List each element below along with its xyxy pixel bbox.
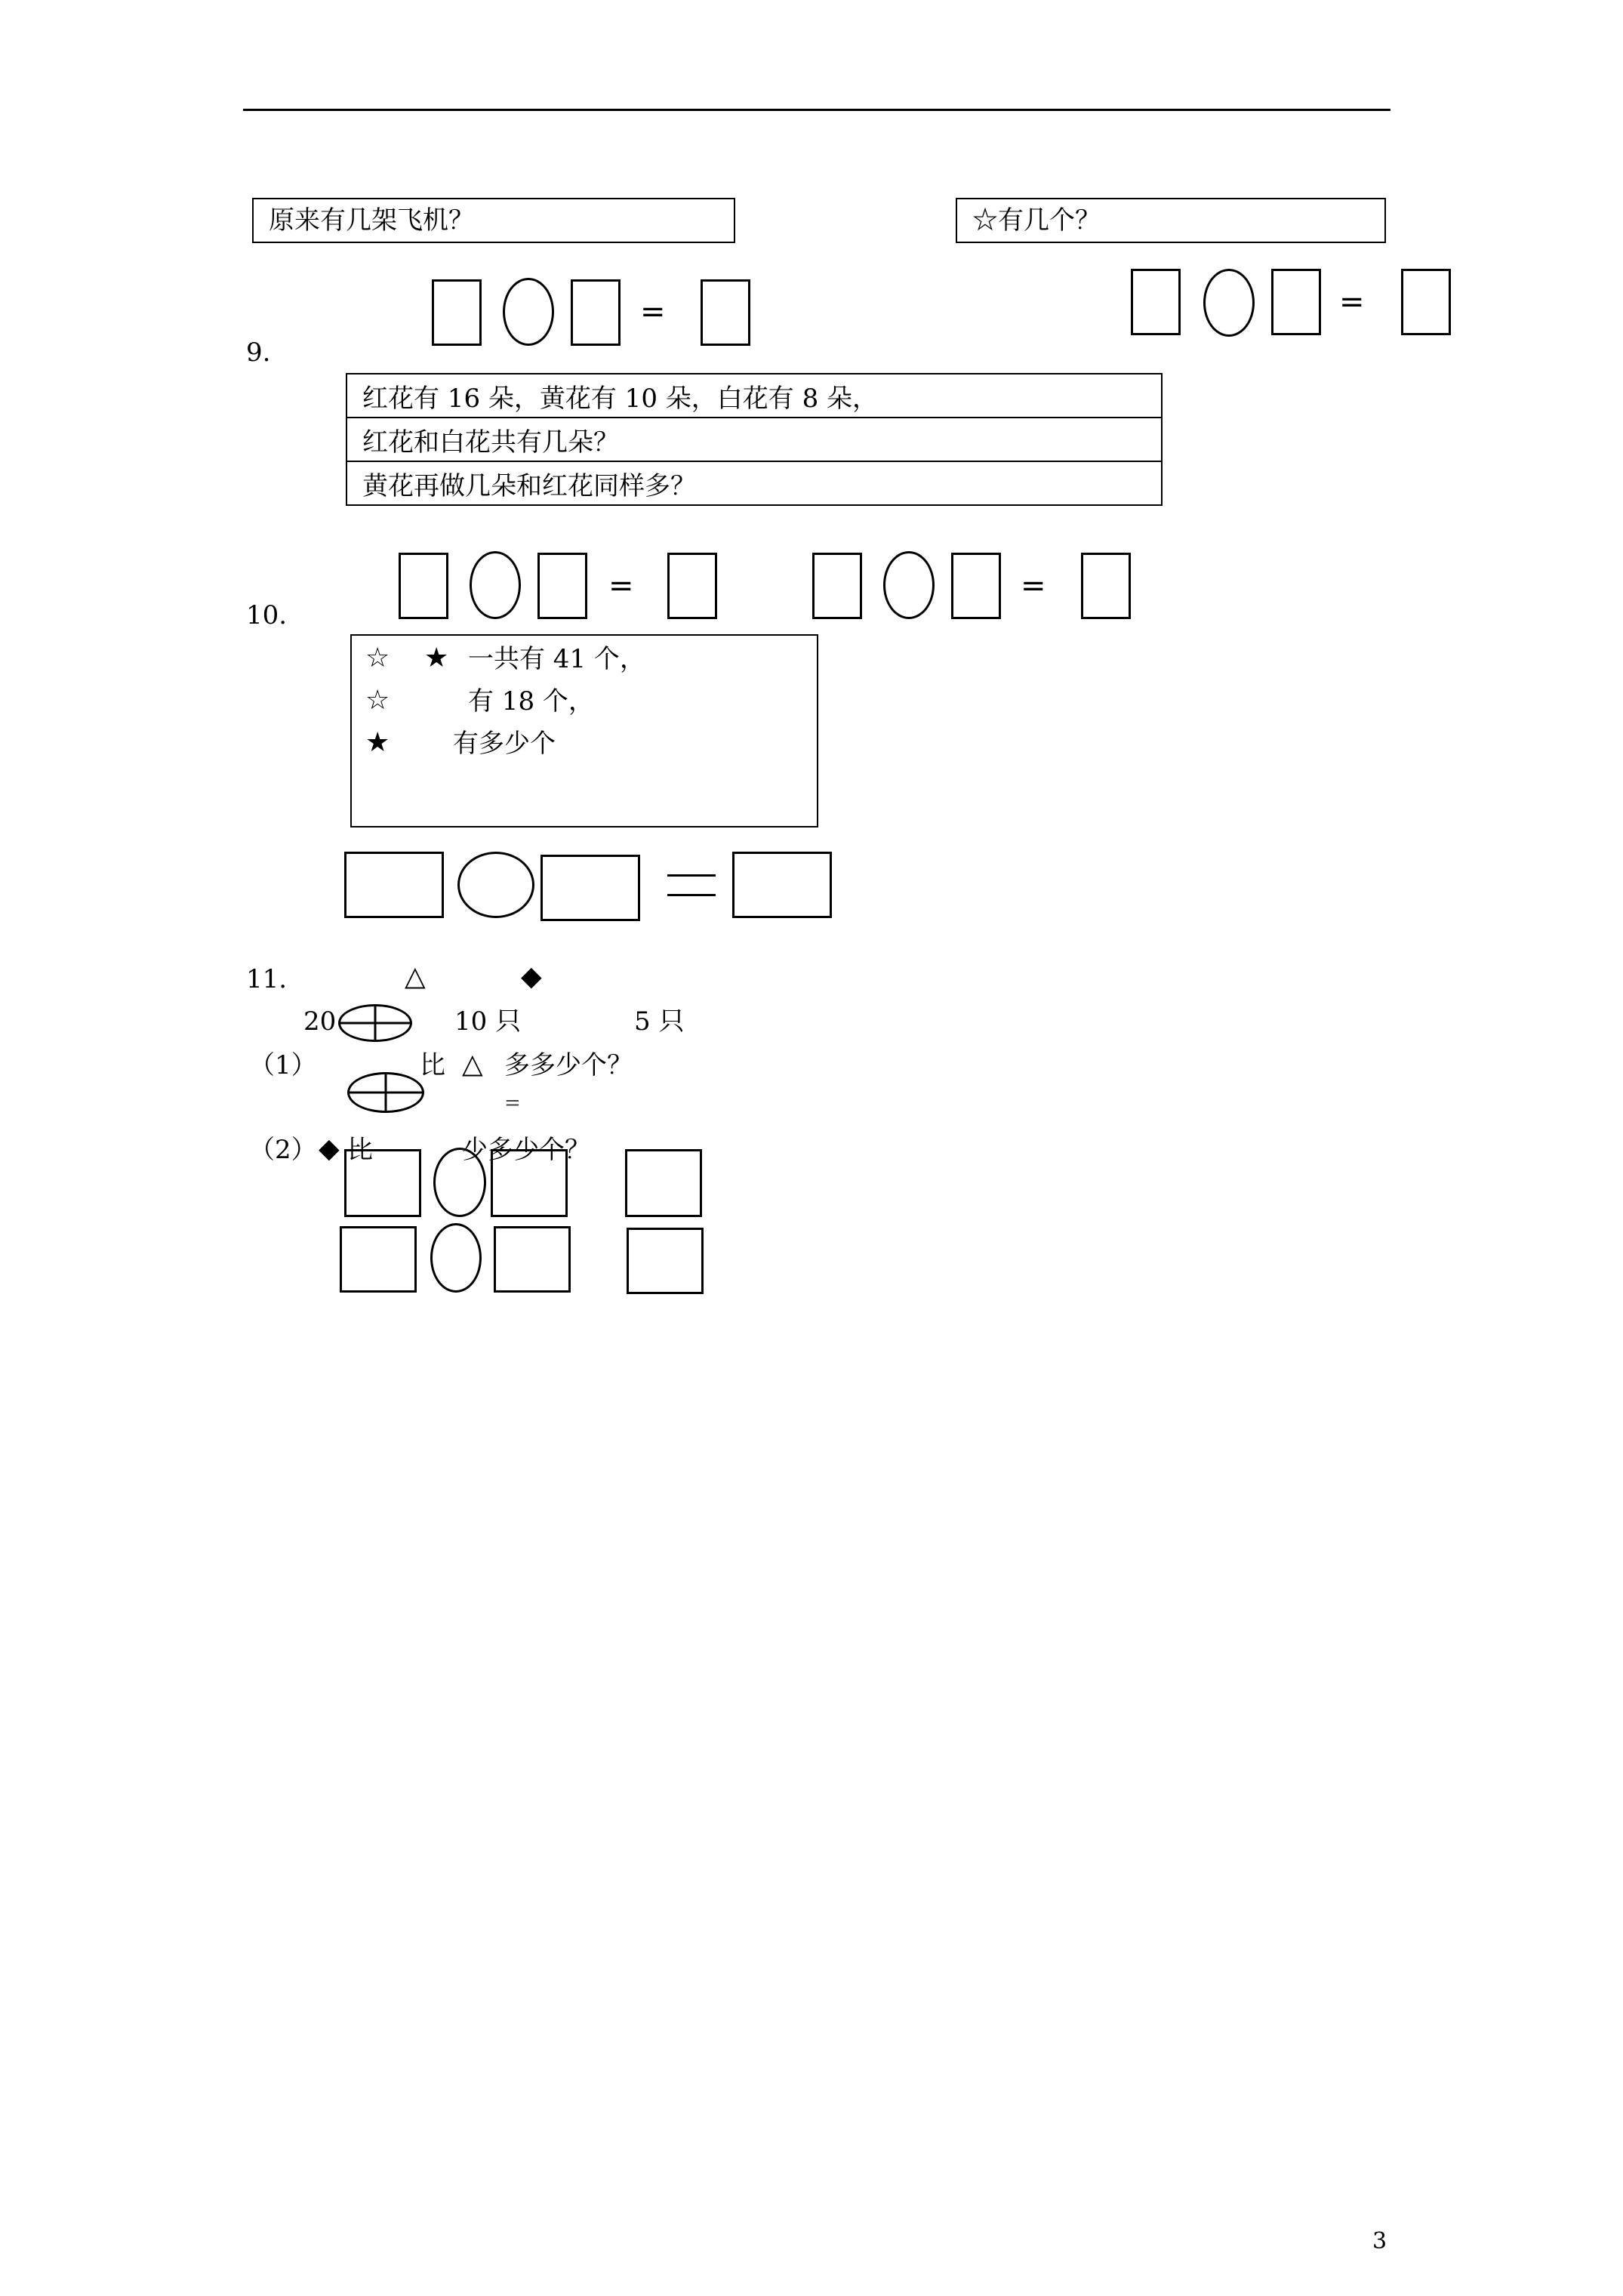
q8-right-operator-oval[interactable]	[1203, 269, 1255, 337]
q11-sub1-equals: =	[504, 1092, 521, 1114]
q9-right-answer-box-2[interactable]	[951, 553, 1001, 619]
q8-right-equals: =	[1339, 285, 1365, 319]
q8-left-question-box	[252, 198, 735, 243]
q11-crossed-oval-icon	[338, 1004, 412, 1042]
q9-row-2	[346, 417, 1163, 462]
q9-row-1-text: 红花有 16 朵，黄花有 10 朵，白花有 8 朵，	[362, 383, 879, 414]
q9-row-2-text: 红花和白花共有几朵？	[362, 427, 619, 458]
q11-count-2: 10 只	[454, 1006, 522, 1037]
q9-right-answer-box-1[interactable]	[812, 553, 862, 619]
q9-right-equals: =	[1021, 569, 1046, 603]
q9-right-result-box[interactable]	[1081, 553, 1131, 619]
q9-left-answer-box-1[interactable]	[399, 553, 448, 619]
q11-sub1-crossed-oval-icon	[347, 1072, 424, 1113]
q11-sub2-label: （2）	[249, 1135, 317, 1165]
q9-row-3-text: 黄花再做几朵和红花同样多？	[362, 470, 696, 501]
q8-left-operator-oval[interactable]	[503, 278, 554, 346]
q9-number: 9.	[246, 337, 271, 368]
q10-line-3-text: 有多少个	[453, 729, 556, 759]
q11-sub1-triangle-icon: △	[462, 1049, 483, 1080]
q11-sub2-answer-box-1[interactable]	[340, 1226, 417, 1293]
q11-sub2-text-a: 比	[347, 1135, 373, 1165]
q9-row-1	[346, 373, 1163, 418]
q9-left-answer-box-2[interactable]	[537, 553, 587, 619]
q8-right-question-box	[956, 198, 1386, 243]
q10-black-star-icon-2: ★	[365, 727, 390, 758]
q11-sub1-answer-box-1[interactable]	[344, 1149, 421, 1217]
q11-sub1-answer-box-2[interactable]	[491, 1149, 568, 1217]
q11-sub2-answer-box-2[interactable]	[494, 1226, 571, 1293]
q11-number: 11.	[246, 964, 288, 994]
q8-left-equals: =	[640, 294, 666, 329]
q10-number: 10.	[246, 600, 288, 630]
q11-sub1-text-a: 比	[420, 1050, 445, 1080]
q8-right-result-box[interactable]	[1401, 269, 1451, 335]
q11-sub2-text-b: 少多少个？	[462, 1135, 590, 1165]
q11-sub1-operator-oval[interactable]	[433, 1148, 486, 1217]
q11-count-1: 20	[303, 1006, 337, 1037]
header-rule	[243, 109, 1390, 111]
q10-white-star-icon: ☆	[365, 643, 390, 673]
q11-sub1-result-box[interactable]	[625, 1149, 702, 1217]
q10-equals-line-bottom	[667, 894, 716, 896]
q10-operator-oval[interactable]	[457, 852, 534, 918]
q8-right-answer-box-1[interactable]	[1131, 269, 1181, 335]
q10-line-2-text: 有 18 个，	[468, 686, 594, 717]
q11-triangle-icon: △	[405, 961, 426, 992]
q11-sub2-result-box[interactable]	[627, 1228, 704, 1294]
q9-left-result-box[interactable]	[667, 553, 717, 619]
q11-sub1-label: （1）	[249, 1050, 317, 1080]
q9-left-equals: =	[608, 569, 634, 603]
q9-right-operator-oval[interactable]	[883, 551, 935, 619]
q8-left-answer-box-2[interactable]	[571, 279, 621, 346]
q11-sub1-text-b: 多多少个？	[504, 1050, 633, 1080]
q10-answer-box-1[interactable]	[344, 852, 444, 918]
q9-row-3	[346, 461, 1163, 506]
q11-sub2-diamond-icon: ◆	[319, 1133, 340, 1164]
q8-left-question: 原来有几架飞机？	[269, 205, 474, 236]
q10-white-star-icon-2: ☆	[365, 685, 390, 716]
q10-line-1-text: 一共有 41 个，	[468, 644, 645, 674]
q11-count-3: 5 只	[634, 1006, 685, 1037]
q10-result-box[interactable]	[732, 852, 832, 918]
q11-sub2-operator-oval[interactable]	[430, 1223, 482, 1293]
q11-diamond-icon: ◆	[521, 961, 542, 992]
q9-left-operator-oval[interactable]	[470, 551, 521, 619]
q10-answer-box-2[interactable]	[540, 855, 640, 921]
q8-right-answer-box-2[interactable]	[1271, 269, 1321, 335]
q8-right-question: ☆有几个？	[972, 205, 1101, 236]
q8-left-result-box[interactable]	[701, 279, 750, 346]
q8-left-answer-box-1[interactable]	[432, 279, 482, 346]
page-number: 3	[1372, 2228, 1387, 2254]
q10-black-star-icon: ★	[424, 643, 449, 673]
q10-equals-line-top	[667, 874, 716, 877]
